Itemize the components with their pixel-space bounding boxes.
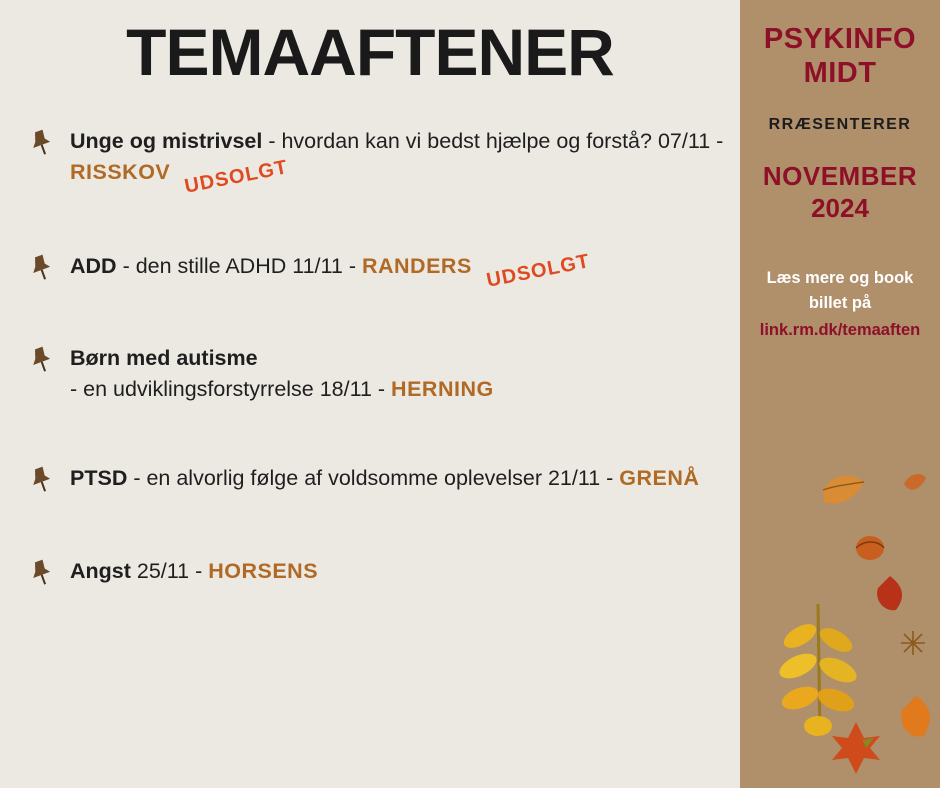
event-city: RISSKOV [70, 160, 171, 184]
leaf-icon [852, 530, 888, 566]
event-title: PTSD [70, 466, 128, 490]
status-badge: UDSOLGT [183, 156, 291, 198]
event-desc: - en alvorlig følge af voldsomme oplevelser 21/11 - [127, 466, 620, 490]
month-label: NOVEMBER [762, 161, 918, 191]
event-title: ADD [70, 254, 117, 278]
leaf-icon [818, 468, 868, 512]
event-desc: - en udviklingsforstyrrelse 18/11 - [70, 377, 392, 401]
list-item[interactable] [0, 463, 740, 494]
leaf-icon [894, 694, 938, 740]
event-list [0, 126, 740, 587]
event-desc: 25/11 - [130, 559, 209, 583]
pushpin-icon [26, 558, 56, 588]
leaf-icon [870, 574, 910, 614]
event-text [70, 126, 740, 198]
event-text [70, 556, 740, 587]
brand-line-2: MIDT [803, 57, 877, 89]
status-badge: UDSOLGT [484, 250, 592, 292]
list-item[interactable] [0, 556, 740, 587]
presents-label: RRÆSENTERER [768, 116, 912, 133]
leaf-icon [900, 630, 926, 656]
booking-link[interactable]: link.rm.dk/temaaften [759, 321, 921, 339]
event-city: RANDERS [361, 254, 472, 278]
list-item[interactable] [0, 126, 740, 198]
event-desc: - den stille ADHD 11/11 - [116, 254, 362, 278]
event-title: Børn med autisme [70, 346, 258, 370]
event-city: HORSENS [208, 559, 319, 583]
pushpin-icon [26, 465, 56, 495]
sidebar [740, 0, 940, 788]
leaf-icon [828, 720, 884, 776]
pushpin-icon [26, 128, 56, 158]
event-text [70, 250, 740, 292]
event-city: HERNING [391, 377, 494, 401]
event-text [70, 343, 740, 405]
event-text [70, 463, 740, 494]
event-title: Angst [70, 559, 131, 583]
leaf-icon [902, 470, 928, 496]
list-item[interactable] [0, 250, 740, 292]
pushpin-icon [26, 345, 56, 375]
list-item[interactable] [0, 343, 740, 405]
event-desc: - hvordan kan vi bedst hjælpe og forstå? 07/11 - [262, 129, 724, 153]
year-label: 2024 [811, 193, 869, 223]
event-title: Unge og mistrivsel [70, 129, 263, 153]
book-line-1: Læs mere og book [766, 269, 914, 287]
book-line-2: billet på [808, 294, 872, 312]
page-title: TEMAAFTENER [126, 15, 614, 89]
brand-line-1: PSYKINFO [763, 23, 917, 55]
event-city: GRENÅ [619, 466, 700, 490]
pushpin-icon [26, 253, 56, 283]
leaf-icon [772, 600, 864, 740]
